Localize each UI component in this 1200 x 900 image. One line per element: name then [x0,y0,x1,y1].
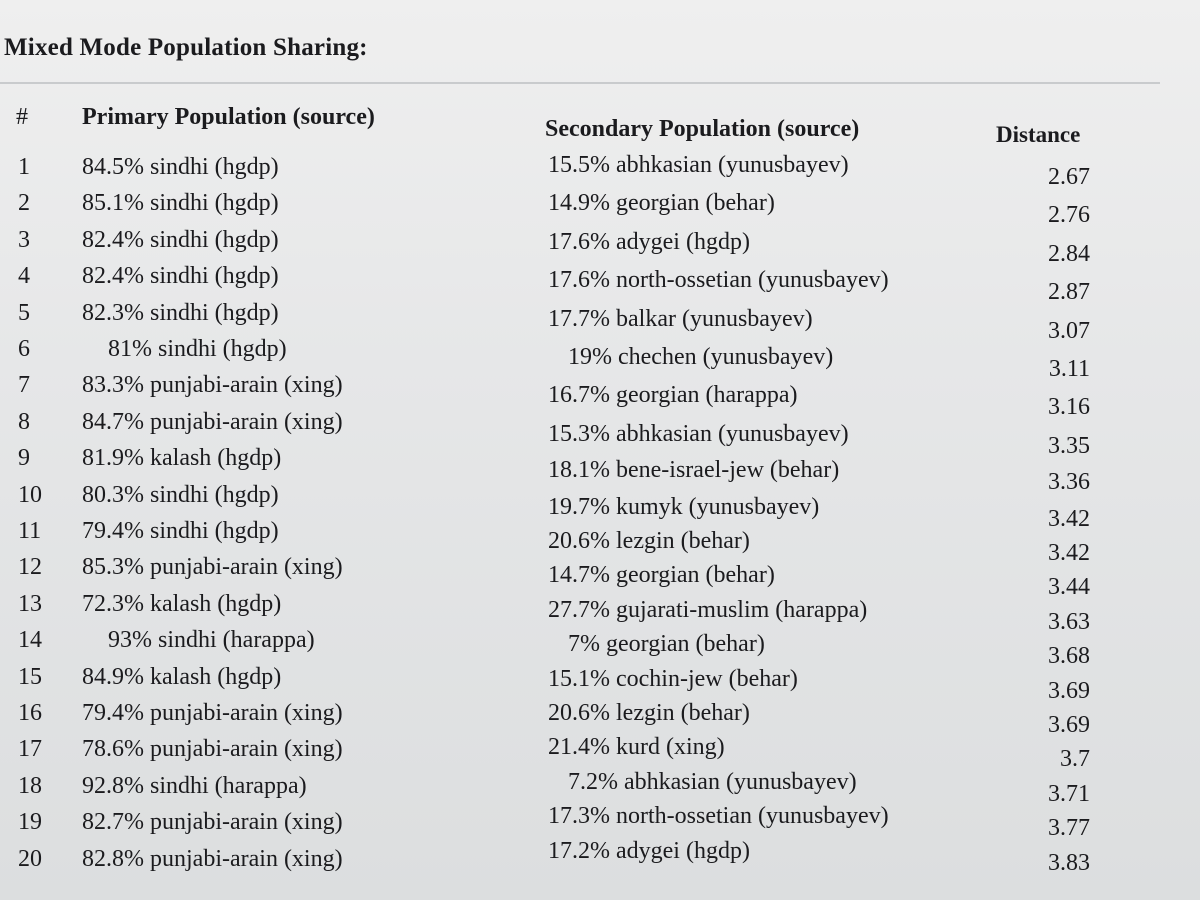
row-number: 3 [18,226,30,253]
column-header-primary-population: Primary Population (source) [82,104,375,130]
table-row [0,736,1200,772]
table-row [0,336,1200,382]
distance-cell: 3.83 [1048,849,1090,876]
primary-population-cell: 83.3% punjabi-arain (xing) [82,372,343,399]
page-title: Mixed Mode Population Sharing: [4,34,368,61]
table-row [0,372,1200,421]
table-row [0,299,1200,344]
distance-cell: 3.63 [1048,608,1090,635]
secondary-population-cell: 17.2% adygei (hgdp) [548,837,750,864]
secondary-population-cell: 19.7% kumyk (yunusbayev) [548,493,820,520]
distance-cell: 3.44 [1048,574,1090,601]
primary-population-cell: 82.3% sindhi (hgdp) [82,299,279,326]
row-number: 13 [18,590,42,617]
row-number: 5 [18,299,30,326]
distance-cell: 3.42 [1048,540,1090,566]
table-row [0,190,1200,229]
secondary-population-cell: 14.9% georgian (behar) [548,190,775,217]
primary-population-cell: 81% sindhi (hgdp) [108,336,287,362]
secondary-population-cell: 17.3% north-ossetian (yunusbayev) [548,803,889,830]
primary-population-cell: 84.7% punjabi-arain (xing) [82,408,343,435]
table-row [0,700,1200,736]
primary-population-cell: 82.7% punjabi-arain (xing) [82,809,343,836]
primary-population-cell: 92.8% sindhi (harappa) [82,772,307,799]
primary-population-cell: 72.3% kalash (hgdp) [82,590,282,617]
primary-population-cell: 85.1% sindhi (hgdp) [82,190,279,217]
table-row [0,663,1200,704]
section-divider [0,82,1160,84]
distance-cell: 3.36 [1048,469,1090,496]
primary-population-cell: 80.3% sindhi (hgdp) [82,481,279,508]
row-number: 7 [18,372,30,399]
secondary-population-cell: 18.1% bene-israel-jew (behar) [548,457,840,484]
table-row [0,837,1200,882]
row-number: 20 [18,845,42,872]
table-row [0,226,1200,267]
distance-cell: 3.69 [1048,712,1090,738]
row-number: 16 [18,700,42,726]
distance-cell: 3.07 [1048,317,1090,344]
primary-population-cell: 82.8% punjabi-arain (xing) [82,845,343,872]
primary-population-cell: 85.3% punjabi-arain (xing) [82,554,343,581]
table-row [0,518,1200,566]
secondary-population-cell: 15.3% abhkasian (yunusbayev) [548,420,849,447]
row-number: 4 [18,263,30,290]
row-number: 9 [18,445,30,472]
row-number: 15 [18,663,42,690]
secondary-population-cell: 7.2% abhkasian (yunusbayev) [568,768,857,795]
distance-cell: 3.71 [1048,780,1090,807]
table-row [0,627,1200,670]
secondary-population-cell: 7% georgian (behar) [568,631,765,658]
distance-cell: 3.16 [1048,394,1090,421]
secondary-population-cell: 14.7% georgian (behar) [548,562,775,589]
secondary-population-cell: 17.7% balkar (yunusbayev) [548,305,813,332]
row-number: 1 [18,154,30,180]
table-row [0,590,1200,635]
table-row [0,554,1200,601]
distance-cell: 2.87 [1048,279,1090,306]
primary-population-cell: 78.6% punjabi-arain (xing) [82,736,343,763]
row-number: 14 [18,627,42,654]
column-header-secondary-population: Secondary Population (source) [545,116,860,142]
primary-population-cell: 84.9% kalash (hgdp) [82,663,282,690]
column-header-number: # [16,104,28,130]
secondary-population-cell: 15.1% cochin-jew (behar) [548,665,798,692]
distance-cell: 2.67 [1048,164,1090,190]
secondary-population-cell: 15.5% abhkasian (yunusbayev) [548,152,849,178]
row-number: 19 [18,809,42,836]
distance-cell: 3.11 [1048,356,1090,382]
table-row [0,154,1200,190]
row-number: 6 [18,336,30,362]
distance-cell: 2.76 [1048,202,1090,229]
secondary-population-cell: 17.6% adygei (hgdp) [548,228,750,255]
distance-cell: 3.77 [1048,815,1090,842]
primary-population-cell: 82.4% sindhi (hgdp) [82,226,279,253]
row-number: 18 [18,772,42,799]
secondary-population-cell: 17.6% north-ossetian (yunusbayev) [548,267,889,294]
secondary-population-cell: 21.4% kurd (xing) [548,734,725,761]
distance-cell: 2.84 [1048,240,1090,267]
row-number: 12 [18,554,42,581]
row-number: 17 [18,736,42,763]
primary-population-cell: 79.4% punjabi-arain (xing) [82,700,343,726]
secondary-population-cell: 19% chechen (yunusbayev) [568,344,834,370]
distance-cell: 3.42 [1048,505,1090,532]
secondary-population-cell: 27.7% gujarati-muslim (harappa) [548,596,868,623]
distance-cell: 3.35 [1048,432,1090,459]
secondary-population-cell: 16.7% georgian (harappa) [548,382,798,409]
row-number: 8 [18,408,30,435]
primary-population-cell: 82.4% sindhi (hgdp) [82,263,279,290]
distance-cell: 3.69 [1048,677,1090,704]
primary-population-cell: 84.5% sindhi (hgdp) [82,154,279,180]
row-number: 11 [18,518,42,544]
row-number: 10 [18,481,42,508]
primary-population-cell: 93% sindhi (harappa) [108,627,315,654]
distance-cell: 3.68 [1048,643,1090,670]
row-number: 2 [18,190,30,217]
primary-population-cell: 81.9% kalash (hgdp) [82,445,282,472]
table-row [0,263,1200,306]
distance-cell: 3.7 [1060,746,1090,773]
secondary-population-cell: 20.6% lezgin (behar) [548,700,750,726]
column-header-distance: Distance [996,122,1081,147]
primary-population-cell: 79.4% sindhi (hgdp) [82,518,279,544]
secondary-population-cell: 20.6% lezgin (behar) [548,528,750,554]
